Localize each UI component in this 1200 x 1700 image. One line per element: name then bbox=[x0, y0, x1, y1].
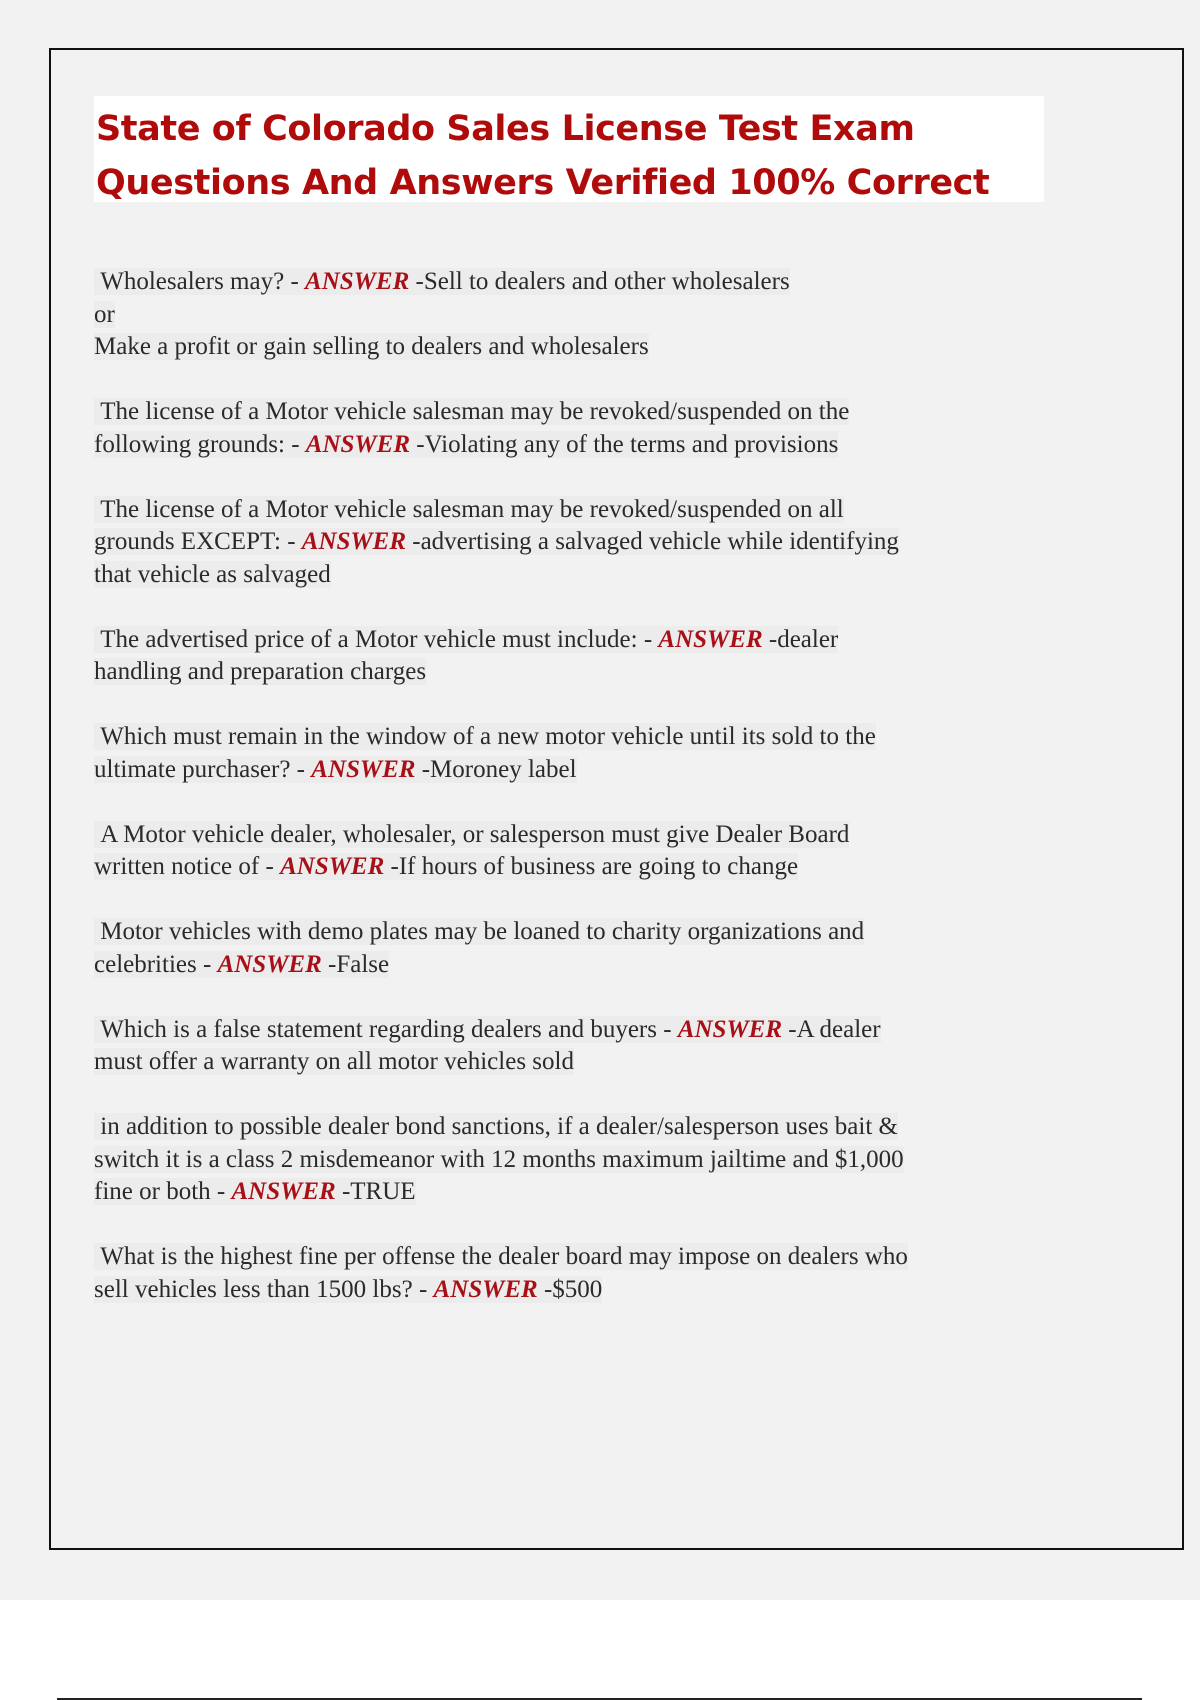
qa-line bbox=[94, 559, 1074, 592]
qa-text-segment: ultimate purchaser? - bbox=[94, 755, 312, 783]
qa-line-text bbox=[94, 1276, 602, 1303]
qa-line bbox=[94, 819, 1074, 852]
qa-item bbox=[94, 266, 1074, 364]
qa-line-text bbox=[94, 951, 389, 978]
qa-line-text bbox=[94, 1243, 908, 1270]
qa-line bbox=[94, 1144, 1074, 1177]
answer-label: ANSWER bbox=[677, 1015, 783, 1043]
qa-text-segment: What is the highest fine per offense the dealer board may impose on dealers who bbox=[100, 1243, 908, 1270]
qa-line bbox=[94, 916, 1074, 949]
qa-line-text bbox=[94, 1178, 416, 1205]
qa-text-segment: or bbox=[94, 300, 115, 328]
qa-item bbox=[94, 819, 1074, 884]
qa-text-segment: celebrities - bbox=[94, 950, 218, 978]
qa-text-segment: switch it is a class 2 misdemeanor with 12 months maximum jailtime and $1,000 bbox=[94, 1145, 904, 1173]
qa-item bbox=[94, 916, 1074, 981]
qa-line-text bbox=[94, 1113, 898, 1140]
document-title bbox=[94, 96, 1044, 202]
qa-line-text bbox=[94, 301, 115, 328]
qa-item bbox=[94, 1111, 1074, 1209]
qa-text-segment: Which is a false statement regarding dealers and buyers - bbox=[100, 1015, 678, 1043]
qa-line bbox=[94, 494, 1074, 527]
qa-text-segment: -$500 bbox=[537, 1275, 603, 1303]
qa-line-text bbox=[94, 496, 844, 523]
qa-line bbox=[94, 1014, 1074, 1047]
qa-line bbox=[94, 1111, 1074, 1144]
qa-line bbox=[94, 396, 1074, 429]
qa-text-segment: must offer a warranty on all motor vehicles sold bbox=[94, 1048, 574, 1075]
qa-line bbox=[94, 429, 1074, 462]
title-line-2: Questions And Answers Verified 100% Correct bbox=[96, 163, 990, 203]
qa-line bbox=[94, 331, 1074, 364]
qa-line-text bbox=[94, 853, 798, 880]
qa-line-text bbox=[94, 626, 838, 653]
qa-line bbox=[94, 1274, 1074, 1307]
qa-line-text bbox=[94, 821, 849, 848]
qa-line-text bbox=[94, 398, 849, 425]
qa-text-segment: grounds EXCEPT: - bbox=[94, 528, 302, 555]
answer-label: ANSWER bbox=[311, 755, 416, 783]
qa-item bbox=[94, 721, 1074, 786]
qa-text-segment: sell vehicles less than 1500 lbs? - bbox=[94, 1275, 434, 1303]
qa-text-segment: handling and preparation charges bbox=[94, 658, 427, 685]
qa-text-segment: -Moroney label bbox=[415, 755, 577, 783]
qa-text-segment: The license of a Motor vehicle salesman may be revoked/suspended on the bbox=[100, 398, 850, 425]
qa-text-segment: -A dealer bbox=[782, 1015, 881, 1043]
qa-text-segment: Wholesalers may? - bbox=[100, 268, 306, 295]
answer-label: ANSWER bbox=[305, 268, 410, 295]
qa-line bbox=[94, 1046, 1074, 1079]
answer-label: ANSWER bbox=[658, 625, 763, 653]
qa-line bbox=[94, 1176, 1074, 1209]
qa-line-text bbox=[94, 918, 864, 945]
qa-text-segment: -dealer bbox=[762, 625, 839, 653]
qa-line-text bbox=[94, 561, 331, 588]
qa-text-segment: A Motor vehicle dealer, wholesaler, or salesperson must give Dealer Board bbox=[100, 820, 850, 848]
qa-item bbox=[94, 1014, 1074, 1079]
qa-text-segment: -If hours of business are going to change bbox=[384, 853, 799, 880]
qa-line-text bbox=[94, 268, 790, 295]
qa-text-segment: -False bbox=[321, 950, 390, 978]
title-line-1: State of Colorado Sales License Test Exam bbox=[96, 109, 915, 149]
qa-line-text bbox=[94, 1016, 881, 1043]
qa-text-segment: fine or both - bbox=[94, 1178, 232, 1205]
question-answer-list bbox=[94, 266, 1074, 1339]
qa-text-segment: -Sell to dealers and other wholesalers bbox=[409, 268, 790, 295]
qa-text-segment: Motor vehicles with demo plates may be loaned to charity organizations and bbox=[100, 918, 865, 945]
qa-item bbox=[94, 1241, 1074, 1306]
qa-text-segment: Make a profit or gain selling to dealers and wholesalers bbox=[94, 333, 649, 360]
answer-label: ANSWER bbox=[231, 1178, 336, 1205]
qa-line-text bbox=[94, 333, 649, 360]
qa-line bbox=[94, 754, 1074, 787]
qa-item bbox=[94, 396, 1074, 461]
qa-line bbox=[94, 721, 1074, 754]
qa-line bbox=[94, 624, 1074, 657]
qa-text-segment: -TRUE bbox=[335, 1178, 416, 1205]
qa-text-segment: written notice of - bbox=[94, 853, 281, 880]
qa-line bbox=[94, 851, 1074, 884]
qa-line-text bbox=[94, 1048, 574, 1075]
qa-text-segment: following grounds: - bbox=[94, 430, 306, 458]
qa-text-segment: The license of a Motor vehicle salesman may be revoked/suspended on all bbox=[100, 495, 844, 523]
answer-label: ANSWER bbox=[301, 528, 406, 555]
qa-line bbox=[94, 656, 1074, 689]
answer-label: ANSWER bbox=[280, 853, 385, 880]
qa-item bbox=[94, 494, 1074, 592]
qa-line bbox=[94, 949, 1074, 982]
qa-line-text bbox=[94, 431, 838, 458]
qa-line bbox=[94, 526, 1074, 559]
answer-label: ANSWER bbox=[433, 1275, 538, 1303]
qa-text-segment: in addition to possible dealer bond sanctions, if a dealer/salesperson uses bait & bbox=[100, 1113, 898, 1140]
qa-text-segment: Which must remain in the window of a new motor vehicle until its sold to the bbox=[100, 723, 876, 750]
qa-text-segment: that vehicle as salvaged bbox=[94, 560, 331, 588]
qa-line bbox=[94, 266, 1074, 299]
qa-line bbox=[94, 1241, 1074, 1274]
qa-line-text bbox=[94, 1146, 904, 1173]
qa-line-text bbox=[94, 723, 876, 750]
qa-line-text bbox=[94, 756, 577, 783]
answer-label: ANSWER bbox=[217, 950, 322, 978]
qa-text-segment: -advertising a salvaged vehicle while identifying bbox=[406, 528, 899, 555]
qa-line-text bbox=[94, 528, 899, 555]
qa-line-text bbox=[94, 658, 426, 685]
qa-text-segment: -Violating any of the terms and provisions bbox=[410, 430, 839, 458]
qa-item bbox=[94, 624, 1074, 689]
qa-line bbox=[94, 299, 1074, 332]
qa-text-segment: The advertised price of a Motor vehicle must include: - bbox=[100, 625, 659, 653]
answer-label: ANSWER bbox=[305, 430, 411, 458]
